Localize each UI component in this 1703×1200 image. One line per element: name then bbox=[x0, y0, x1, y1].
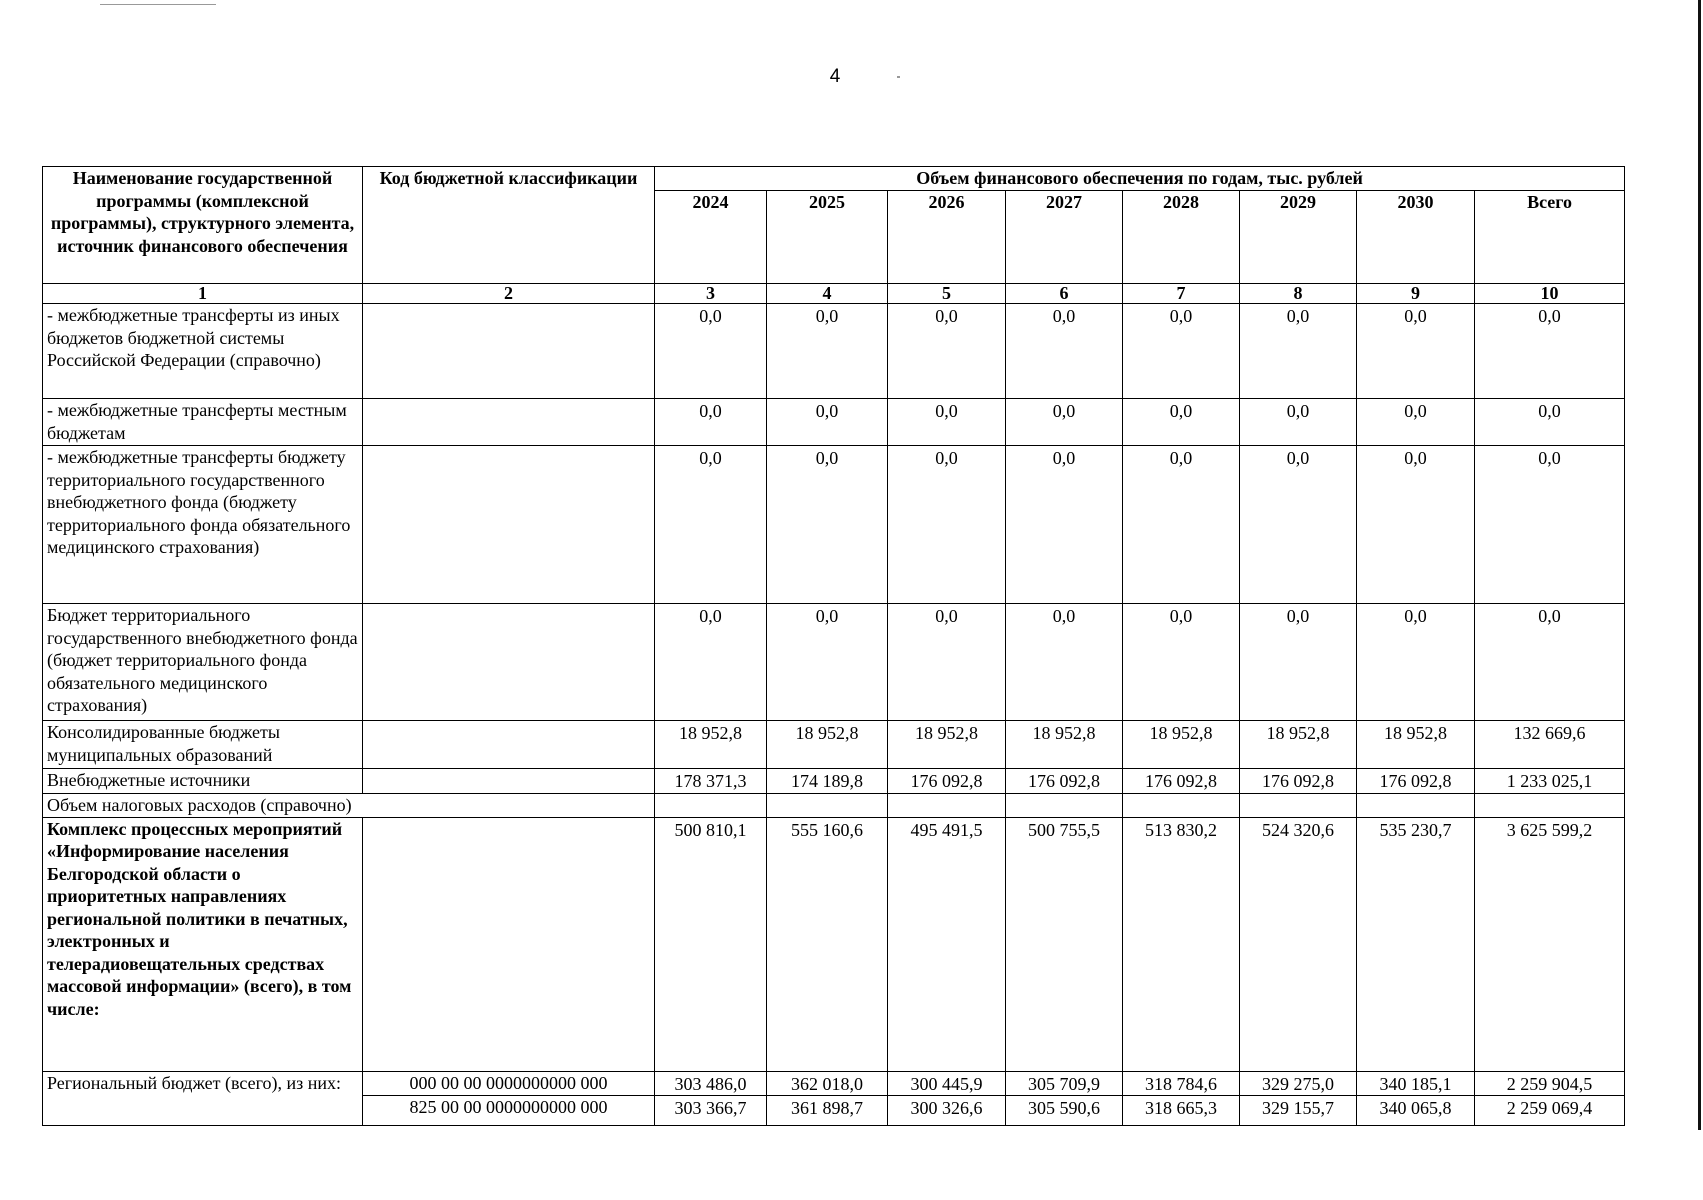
row-value: 0,0 bbox=[1006, 446, 1123, 604]
row-value: 555 160,6 bbox=[767, 817, 888, 1071]
row-value: 362 018,0 bbox=[767, 1071, 888, 1096]
scan-dot bbox=[897, 76, 900, 78]
row-total: 132 669,6 bbox=[1475, 721, 1625, 769]
row-value: 18 952,8 bbox=[1123, 721, 1240, 769]
header-year: 2028 bbox=[1123, 191, 1240, 284]
row-value: 305 590,6 bbox=[1006, 1096, 1123, 1126]
row-value: 178 371,3 bbox=[655, 769, 767, 794]
row-value: 318 784,6 bbox=[1123, 1071, 1240, 1096]
row-value: 0,0 bbox=[1123, 446, 1240, 604]
row-name: Консолидированные бюджеты муниципальных образований bbox=[43, 721, 363, 769]
row-value: 0,0 bbox=[1123, 304, 1240, 399]
header-group: Объем финансового обеспечения по годам, тыс. рублей bbox=[655, 167, 1625, 191]
top-rule bbox=[100, 4, 216, 5]
row-value: 495 491,5 bbox=[888, 817, 1006, 1071]
row-value: 535 230,7 bbox=[1357, 817, 1475, 1071]
row-value: 0,0 bbox=[1357, 604, 1475, 721]
row-value: 303 486,0 bbox=[655, 1071, 767, 1096]
row-value: 176 092,8 bbox=[1240, 769, 1357, 794]
row-name: - межбюджетные трансферты местным бюджетам bbox=[43, 399, 363, 446]
row-code bbox=[363, 769, 655, 794]
row-value: 176 092,8 bbox=[1357, 769, 1475, 794]
header-year: 2025 bbox=[767, 191, 888, 284]
row-value: 0,0 bbox=[888, 399, 1006, 446]
row-value: 0,0 bbox=[1006, 604, 1123, 721]
row-value: 0,0 bbox=[888, 446, 1006, 604]
row-value bbox=[1006, 793, 1123, 817]
row-value: 174 189,8 bbox=[767, 769, 888, 794]
row-value: 18 952,8 bbox=[888, 721, 1006, 769]
col-number: 6 bbox=[1006, 284, 1123, 304]
col-number: 9 bbox=[1357, 284, 1475, 304]
header-year: 2030 bbox=[1357, 191, 1475, 284]
col-number: 10 bbox=[1475, 284, 1625, 304]
row-value bbox=[1123, 793, 1240, 817]
table-row bbox=[43, 817, 1625, 1071]
row-code bbox=[363, 721, 655, 769]
row-value: 340 185,1 bbox=[1357, 1071, 1475, 1096]
row-total: 1 233 025,1 bbox=[1475, 769, 1625, 794]
row-code bbox=[363, 817, 655, 1071]
row-value: 0,0 bbox=[1006, 304, 1123, 399]
row-value: 0,0 bbox=[655, 446, 767, 604]
row-name: Бюджет территориального государственного внебюджетного фонда (бюджет территориального фонда обязательного медицинского страхования) bbox=[43, 604, 363, 721]
table-row bbox=[43, 604, 1625, 721]
row-value: 329 275,0 bbox=[1240, 1071, 1357, 1096]
row-value: 305 709,9 bbox=[1006, 1071, 1123, 1096]
row-name: Региональный бюджет (всего), из них: bbox=[43, 1071, 363, 1126]
row-value: 18 952,8 bbox=[1240, 721, 1357, 769]
row-value: 513 830,2 bbox=[1123, 817, 1240, 1071]
row-value: 0,0 bbox=[767, 446, 888, 604]
row-value: 500 810,1 bbox=[655, 817, 767, 1071]
header-year: 2029 bbox=[1240, 191, 1357, 284]
financing-table bbox=[42, 166, 1625, 1126]
col-number: 5 bbox=[888, 284, 1006, 304]
header-year: 2026 bbox=[888, 191, 1006, 284]
row-code bbox=[363, 304, 655, 399]
col-number: 2 bbox=[363, 284, 655, 304]
row-value: 176 092,8 bbox=[1006, 769, 1123, 794]
header-year: 2024 bbox=[655, 191, 767, 284]
row-value: 0,0 bbox=[1240, 604, 1357, 721]
column-numbers-row bbox=[43, 284, 1625, 304]
row-value: 300 326,6 bbox=[888, 1096, 1006, 1126]
row-code bbox=[363, 399, 655, 446]
row-name: - межбюджетные трансферты бюджету территориального государственного внебюджетного фонда (бюджету территориального фонда обязательного медицинского страхования) bbox=[43, 446, 363, 604]
row-total: 0,0 bbox=[1475, 446, 1625, 604]
row-value bbox=[888, 793, 1006, 817]
row-value: 361 898,7 bbox=[767, 1096, 888, 1126]
row-value: 0,0 bbox=[1240, 446, 1357, 604]
row-value: 0,0 bbox=[767, 399, 888, 446]
row-code bbox=[363, 446, 655, 604]
scan-edge bbox=[1698, 0, 1701, 1130]
row-value: 318 665,3 bbox=[1123, 1096, 1240, 1126]
row-value: 0,0 bbox=[1123, 399, 1240, 446]
row-name: Объем налоговых расходов (справочно) bbox=[43, 793, 655, 817]
row-code bbox=[363, 604, 655, 721]
col-number: 3 bbox=[655, 284, 767, 304]
row-name: - межбюджетные трансферты из иных бюджетов бюджетной системы Российской Федерации (справочно) bbox=[43, 304, 363, 399]
col-number: 4 bbox=[767, 284, 888, 304]
table-row bbox=[43, 769, 1625, 794]
row-code: 825 00 00 0000000000 000 bbox=[363, 1096, 655, 1126]
row-value: 0,0 bbox=[767, 304, 888, 399]
row-value: 524 320,6 bbox=[1240, 817, 1357, 1071]
table-row bbox=[43, 1071, 1625, 1096]
row-total: 0,0 bbox=[1475, 399, 1625, 446]
row-value: 0,0 bbox=[1123, 604, 1240, 721]
row-value: 0,0 bbox=[1240, 304, 1357, 399]
header-year: 2027 bbox=[1006, 191, 1123, 284]
row-value bbox=[1357, 793, 1475, 817]
row-total bbox=[1475, 793, 1625, 817]
col-number: 1 bbox=[43, 284, 363, 304]
row-value: 0,0 bbox=[655, 604, 767, 721]
col-number: 7 bbox=[1123, 284, 1240, 304]
row-value: 0,0 bbox=[1357, 399, 1475, 446]
row-value: 176 092,8 bbox=[888, 769, 1006, 794]
table-row bbox=[43, 399, 1625, 446]
row-value: 0,0 bbox=[1357, 446, 1475, 604]
header-row-1 bbox=[43, 167, 1625, 191]
row-value: 18 952,8 bbox=[1006, 721, 1123, 769]
row-code: 000 00 00 0000000000 000 bbox=[363, 1071, 655, 1096]
row-value: 18 952,8 bbox=[655, 721, 767, 769]
table-row bbox=[43, 793, 1625, 817]
table-row bbox=[43, 721, 1625, 769]
row-value: 303 366,7 bbox=[655, 1096, 767, 1126]
col-number: 8 bbox=[1240, 284, 1357, 304]
row-value: 500 755,5 bbox=[1006, 817, 1123, 1071]
row-value: 0,0 bbox=[888, 604, 1006, 721]
row-value bbox=[767, 793, 888, 817]
table-row bbox=[43, 446, 1625, 604]
row-value bbox=[655, 793, 767, 817]
row-name: Комплекс процессных мероприятий «Информирование населения Белгородской области о приоритетных направлениях региональной политики в печатных, электронных и телерадиовещательных средствах массовой информации» (всего), в том числе: bbox=[43, 817, 363, 1071]
row-value: 0,0 bbox=[1357, 304, 1475, 399]
header-name-col: Наименование государственной программы (комплексной программы), структурного элемента, источник финансового обеспечения bbox=[43, 167, 363, 284]
row-total: 0,0 bbox=[1475, 604, 1625, 721]
row-value: 0,0 bbox=[655, 399, 767, 446]
row-total: 2 259 904,5 bbox=[1475, 1071, 1625, 1096]
row-name: Внебюджетные источники bbox=[43, 769, 363, 794]
row-value: 18 952,8 bbox=[767, 721, 888, 769]
header-code-col: Код бюджетной классификации bbox=[363, 167, 655, 284]
table-row bbox=[43, 304, 1625, 399]
row-value: 300 445,9 bbox=[888, 1071, 1006, 1096]
row-total: 3 625 599,2 bbox=[1475, 817, 1625, 1071]
row-value: 18 952,8 bbox=[1357, 721, 1475, 769]
row-value: 0,0 bbox=[767, 604, 888, 721]
row-value: 0,0 bbox=[1240, 399, 1357, 446]
row-value bbox=[1240, 793, 1357, 817]
row-value: 0,0 bbox=[1006, 399, 1123, 446]
row-value: 340 065,8 bbox=[1357, 1096, 1475, 1126]
row-total: 0,0 bbox=[1475, 304, 1625, 399]
row-value: 176 092,8 bbox=[1123, 769, 1240, 794]
header-total: Всего bbox=[1475, 191, 1625, 284]
row-value: 0,0 bbox=[655, 304, 767, 399]
row-total: 2 259 069,4 bbox=[1475, 1096, 1625, 1126]
row-value: 0,0 bbox=[888, 304, 1006, 399]
row-value: 329 155,7 bbox=[1240, 1096, 1357, 1126]
page-number: 4 bbox=[829, 66, 841, 87]
